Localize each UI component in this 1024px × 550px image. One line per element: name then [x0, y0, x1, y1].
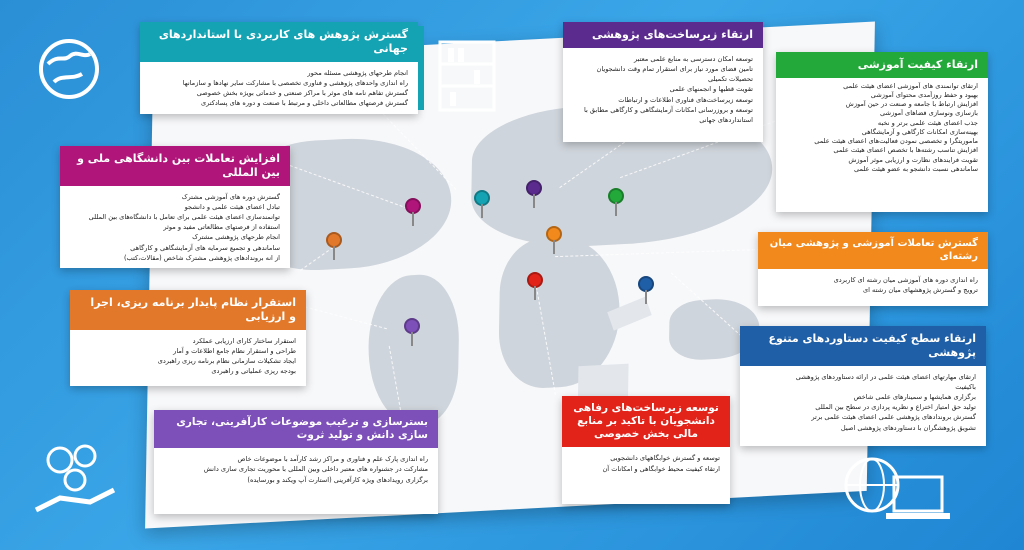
list-item: ماموریتگرا و تخصصی نمودن فعالیت‌های اعضای هیئت علمی [814, 137, 978, 146]
card-list [740, 366, 986, 439]
card-list [758, 269, 988, 301]
list-item: راه اندازی دوره های آموزشی میان رشته ای کاربردی [833, 276, 978, 284]
card-list [563, 48, 763, 132]
card-title: بسترسازی و ترغیب موضوعات کارآفرینی، تجاری سازی دانش و تولید ثروت [154, 410, 438, 448]
laptop-globe-icon [836, 455, 956, 537]
card-list [70, 330, 306, 383]
card-interdisciplinary [758, 232, 988, 306]
list-item: راه اندازی پارک علم و فناوری و مراکز رشد کارآمد با موضوعات خاص [237, 455, 428, 464]
card-title: گسترش پژوهش های کاربردی با استانداردهای جهانی [140, 22, 418, 62]
card-title: توسعه زیرساخت‌های رفاهی دانشجویان با تاکید بر منابع مالی بخش خصوصی [562, 396, 730, 447]
list-item: بودجه ریزی عملیاتی و راهبردی [211, 367, 296, 376]
list-item: توسعه امکان دسترسی به منابع علمی معتبر [633, 54, 753, 63]
pin-icon [526, 180, 544, 210]
list-item: بهینه‌سازی امکانات کارگاهی و آزمایشگاهی [861, 127, 978, 136]
card-student-welfare [562, 396, 730, 504]
list-item: توانمندسازی اعضای هیئت علمی برای تعامل با دانشگاه‌های بین المللی [88, 212, 280, 221]
pin-icon [474, 190, 492, 220]
card-international-interaction [60, 146, 290, 268]
card-list [60, 186, 290, 270]
card-list [154, 448, 438, 491]
list-item: بازسازی ونوسازی فضاهای آموزشی [879, 109, 978, 118]
list-item: توسعه و بروزرسانی امکانات آزمایشگاهی و کارگاهی مطابق با [583, 105, 753, 114]
card-title: ارتقاء سطح کیفیت دستاوردهای متنوع پژوهشی [740, 326, 986, 366]
list-item: ارتقای مهارتهای اعضای هیئت علمی در ارائه دستاوردهای پژوهشی [795, 372, 976, 381]
card-list [562, 447, 730, 479]
list-item: گسترش دوره های آموزشی مشترک [181, 192, 280, 201]
list-item: مشارکت در جشنواره های معتبر داخلی وبین المللی با محوریت تجاری سازی دانش [203, 465, 428, 474]
list-item: ارتقای توانمندی های آموزشی اعضای هیئت علمی [843, 81, 978, 90]
card-applied-research [140, 22, 418, 114]
card-research-infrastructure [563, 22, 763, 142]
list-item: تقویت قطبها و انجمنهای علمی [669, 85, 753, 94]
list-item: از انه بروندادهای پژوهشی مشترک شاخص (مقالات،کتب) [123, 253, 280, 262]
card-education-quality [776, 52, 988, 212]
card-title: افزایش تعاملات بین دانشگاهی ملی و بین المللی [60, 146, 290, 186]
list-item: تحصیلات تکمیلی [708, 75, 753, 84]
list-item: ساماندهی نسبت دانشجو به عضو هیئت علمی [853, 164, 978, 173]
list-item: توسعه زیرساخت‌های فناوری اطلاعات و ارتباطات [618, 95, 753, 104]
pin-icon [405, 198, 423, 228]
pin-icon [404, 318, 422, 348]
color-tag [418, 26, 424, 110]
list-item: افزایش تناسب رشته‌ها با تخصص اعضای هیئت علمی [833, 146, 978, 155]
pin-icon [546, 226, 564, 256]
card-entrepreneurship [154, 410, 438, 514]
list-item: طراحی و استقرار نظام جامع اطلاعات و آمار [173, 346, 296, 355]
list-item: استقرار ساختار کارای ارزیابی عملکرد [192, 336, 296, 345]
pin-icon [608, 188, 626, 218]
card-list [776, 78, 988, 180]
map-south-america [367, 273, 460, 428]
list-item: برگزاری رویدادهای ویژه کارآفرینی (استارت آپ ویکند و بورسایده) [247, 475, 428, 484]
globe-icon [34, 34, 104, 108]
list-item: ساماندهی و تجمیع سرمایه های آزمایشگاهی و کارگاهی [130, 243, 280, 252]
pin-icon [638, 276, 656, 306]
pin-icon [527, 272, 545, 302]
list-item: ایجاد تشکیلات سازمانی نظام برنامه ریزی راهبردی [157, 356, 296, 365]
list-item: افزایش ارتباط با جامعه و صنعت در حین آموزش [845, 100, 978, 109]
list-item: استانداردهای جهانی [699, 116, 753, 125]
list-item: تشویق پژوهشگران با دستاوردهای پژوهشی اصیل [840, 423, 976, 432]
bookshelf-icon [438, 40, 496, 116]
list-item: انجام طرحهای پژوهشی مسئله محور [307, 68, 408, 77]
pin-icon [326, 232, 344, 262]
card-title: گسترش تعاملات آموزشی و پژوهشی میان رشته‌ای [758, 232, 988, 269]
card-title: استقرار نظام پایدار برنامه ریزی، اجرا و ارزیابی [70, 290, 306, 330]
card-research-outputs [740, 326, 986, 446]
list-item: تولید حق امتیاز اختراع و نظریه پردازی در سطح بین المللی [815, 403, 976, 412]
list-item: استفاده از فرصتهای مطالعاتی مفید و موثر [163, 223, 280, 232]
list-item: تقویت فرایندهای نظارت و ارزیابی موثر آموزش [848, 155, 978, 164]
money-hand-icon [30, 440, 120, 524]
card-evaluation-system [70, 290, 306, 386]
card-list [140, 62, 418, 115]
card-title: ارتقاء زیرساخت‌های پژوهشی [563, 22, 763, 48]
list-item: ارتقاء کیفیت محیط خوابگاهی و امکانات آن [602, 464, 720, 473]
list-item: گسترش بروندادهای پژوهشی علمی اعضای هیئت علمی برتر [811, 413, 976, 422]
list-item: گسترش تفاهم نامه های موثر با مراکز صنعتی و خدماتی بویژه بخش خصوصی [196, 88, 408, 97]
list-item: جذب اعضای هیئت علمی برتر و نخبه [877, 118, 978, 127]
list-item: توسعه و گسترش خوابگاههای دانشجویی [610, 454, 720, 463]
list-item: باکیفیت [955, 382, 976, 391]
card-title: ارتقاء کیفیت آموزشی [776, 52, 988, 78]
list-item: تبادل اعضای هیئت علمی و دانشجو [184, 202, 280, 211]
list-item: راه اندازی واحدهای پژوهشی و فناوری تخصصی با مشارکت سایر نهادها و سازمانها [182, 78, 408, 87]
list-item: انجام طرحهای پژوهشی مشترک [192, 233, 280, 242]
list-item: برگزاری همایشها و سمینارهای علمی شاخص [853, 392, 976, 401]
list-item: تامین فضای مورد نیاز برای استقرار تمام وقت دانشجویان [596, 64, 753, 73]
list-item: گسترش فرصتهای مطالعاتی داخلی و مرتبط با صنعت و دوره های پسادکتری [200, 99, 408, 108]
list-item: ترویج و گسترش پژوهشهای میان رشته ای [862, 286, 978, 295]
list-item: بهبود و حفظ روزآمدی محتوای آموزشی [870, 90, 978, 99]
